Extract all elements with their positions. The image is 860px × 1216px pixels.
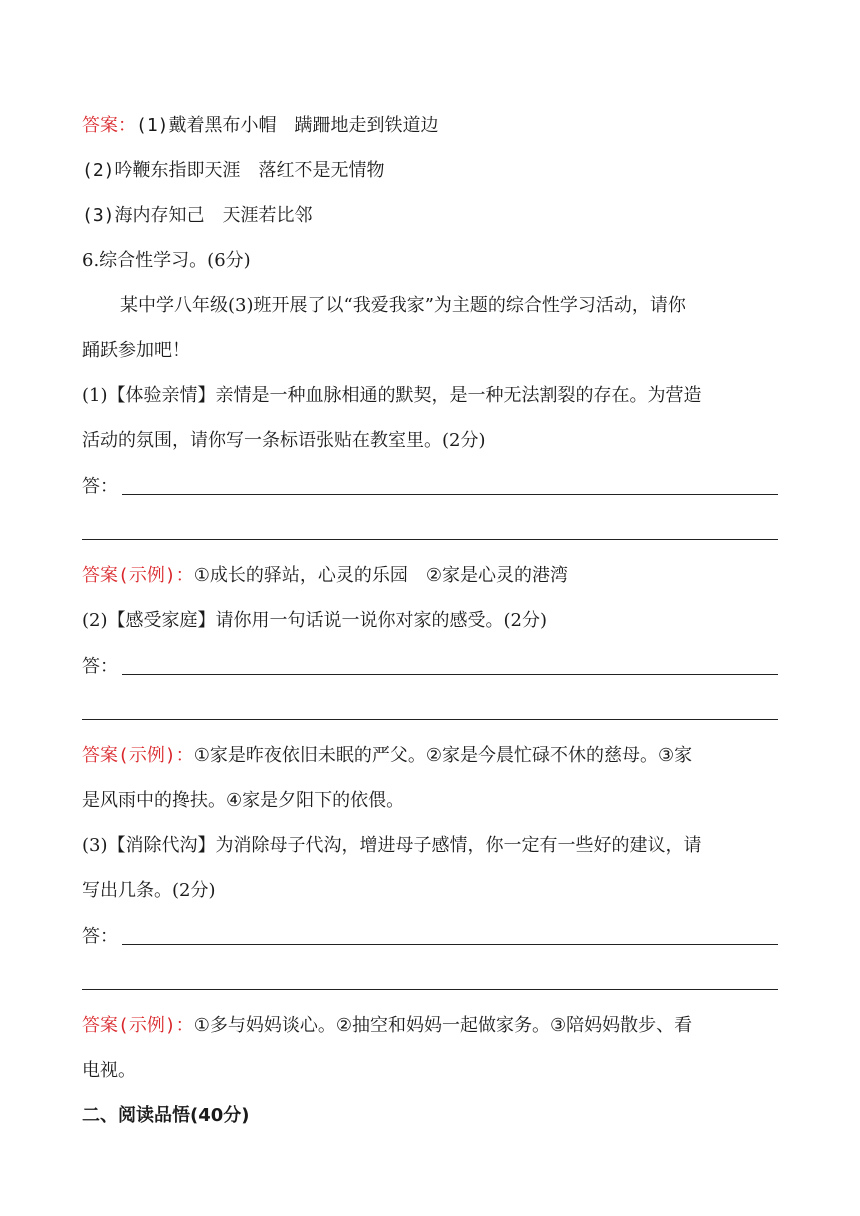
q6-part3-line-1: (3)【消除代沟】为消除母子代沟，增进母子感情，你一定有一些好的建议，请 — [82, 835, 702, 856]
q6-part3-line-2: 写出几条。(2分) — [82, 880, 216, 901]
answer-blank-line[interactable] — [82, 989, 778, 990]
example-label: 答案(示例)： — [82, 745, 194, 766]
answer-prompt: 答： — [82, 476, 118, 497]
q6-part2-answer-field[interactable] — [82, 654, 778, 680]
q6-part1-line-2: 活动的氛围，请你写一条标语张贴在教室里。(2分) — [82, 430, 486, 451]
q6-intro-line-2: 踊跃参加吧！ — [82, 340, 190, 361]
q6-part1-answer-field[interactable] — [82, 474, 778, 500]
example-text: ①家是昨夜依旧未眠的严父。②家是今晨忙碌不休的慈母。③家 — [193, 745, 693, 766]
q6-intro-line-1: 某中学八年级(3)班开展了以“我爱我家”为主题的综合性学习活动，请你 — [120, 295, 686, 316]
answer-label: 答案： — [82, 115, 136, 136]
question-6-title: 6.综合性学习。(6分) — [82, 250, 251, 271]
q6-part2-example-line-2: 是风雨中的搀扶。④家是夕阳下的依偎。 — [82, 790, 405, 811]
q5-answer-line-3: (3)海内存知己 天涯若比邻 — [82, 205, 313, 226]
q6-part3-answer-field[interactable] — [82, 924, 778, 950]
answer-prompt: 答： — [82, 656, 118, 677]
q6-part2-line-1: (2)【感受家庭】请你用一句话说一说你对家的感受。(2分) — [82, 610, 547, 631]
answer-underline — [122, 674, 778, 675]
q5-answer-line-2: (2)吟鞭东指即天涯 落红不是无情物 — [82, 160, 385, 181]
q5-answer-line-1 — [82, 113, 782, 139]
answer-text: (1)戴着黑布小帽 蹒跚地走到铁道边 — [136, 115, 439, 136]
example-label: 答案(示例)： — [82, 565, 194, 586]
q6-part1-example — [82, 563, 782, 589]
example-text: ①多与妈妈谈心。②抽空和妈妈一起做家务。③陪妈妈散步、看 — [193, 1015, 693, 1036]
q6-part3-example-line-2: 电视。 — [82, 1060, 136, 1081]
q6-part1-line-1: (1)【体验亲情】亲情是一种血脉相通的默契，是一种无法割裂的存在。为营造 — [82, 385, 702, 406]
answer-underline — [122, 494, 778, 495]
q6-part3-example-line-1 — [82, 1013, 782, 1039]
answer-prompt: 答： — [82, 926, 118, 947]
answer-underline — [122, 944, 778, 945]
answer-blank-line[interactable] — [82, 539, 778, 540]
section-2-heading: 二、阅读品悟(40分) — [82, 1105, 250, 1126]
answer-blank-line[interactable] — [82, 719, 778, 720]
q6-part2-example-line-1 — [82, 743, 782, 769]
example-label: 答案(示例)： — [82, 1015, 194, 1036]
example-text: ①成长的驿站，心灵的乐园 ②家是心灵的港湾 — [193, 565, 568, 586]
